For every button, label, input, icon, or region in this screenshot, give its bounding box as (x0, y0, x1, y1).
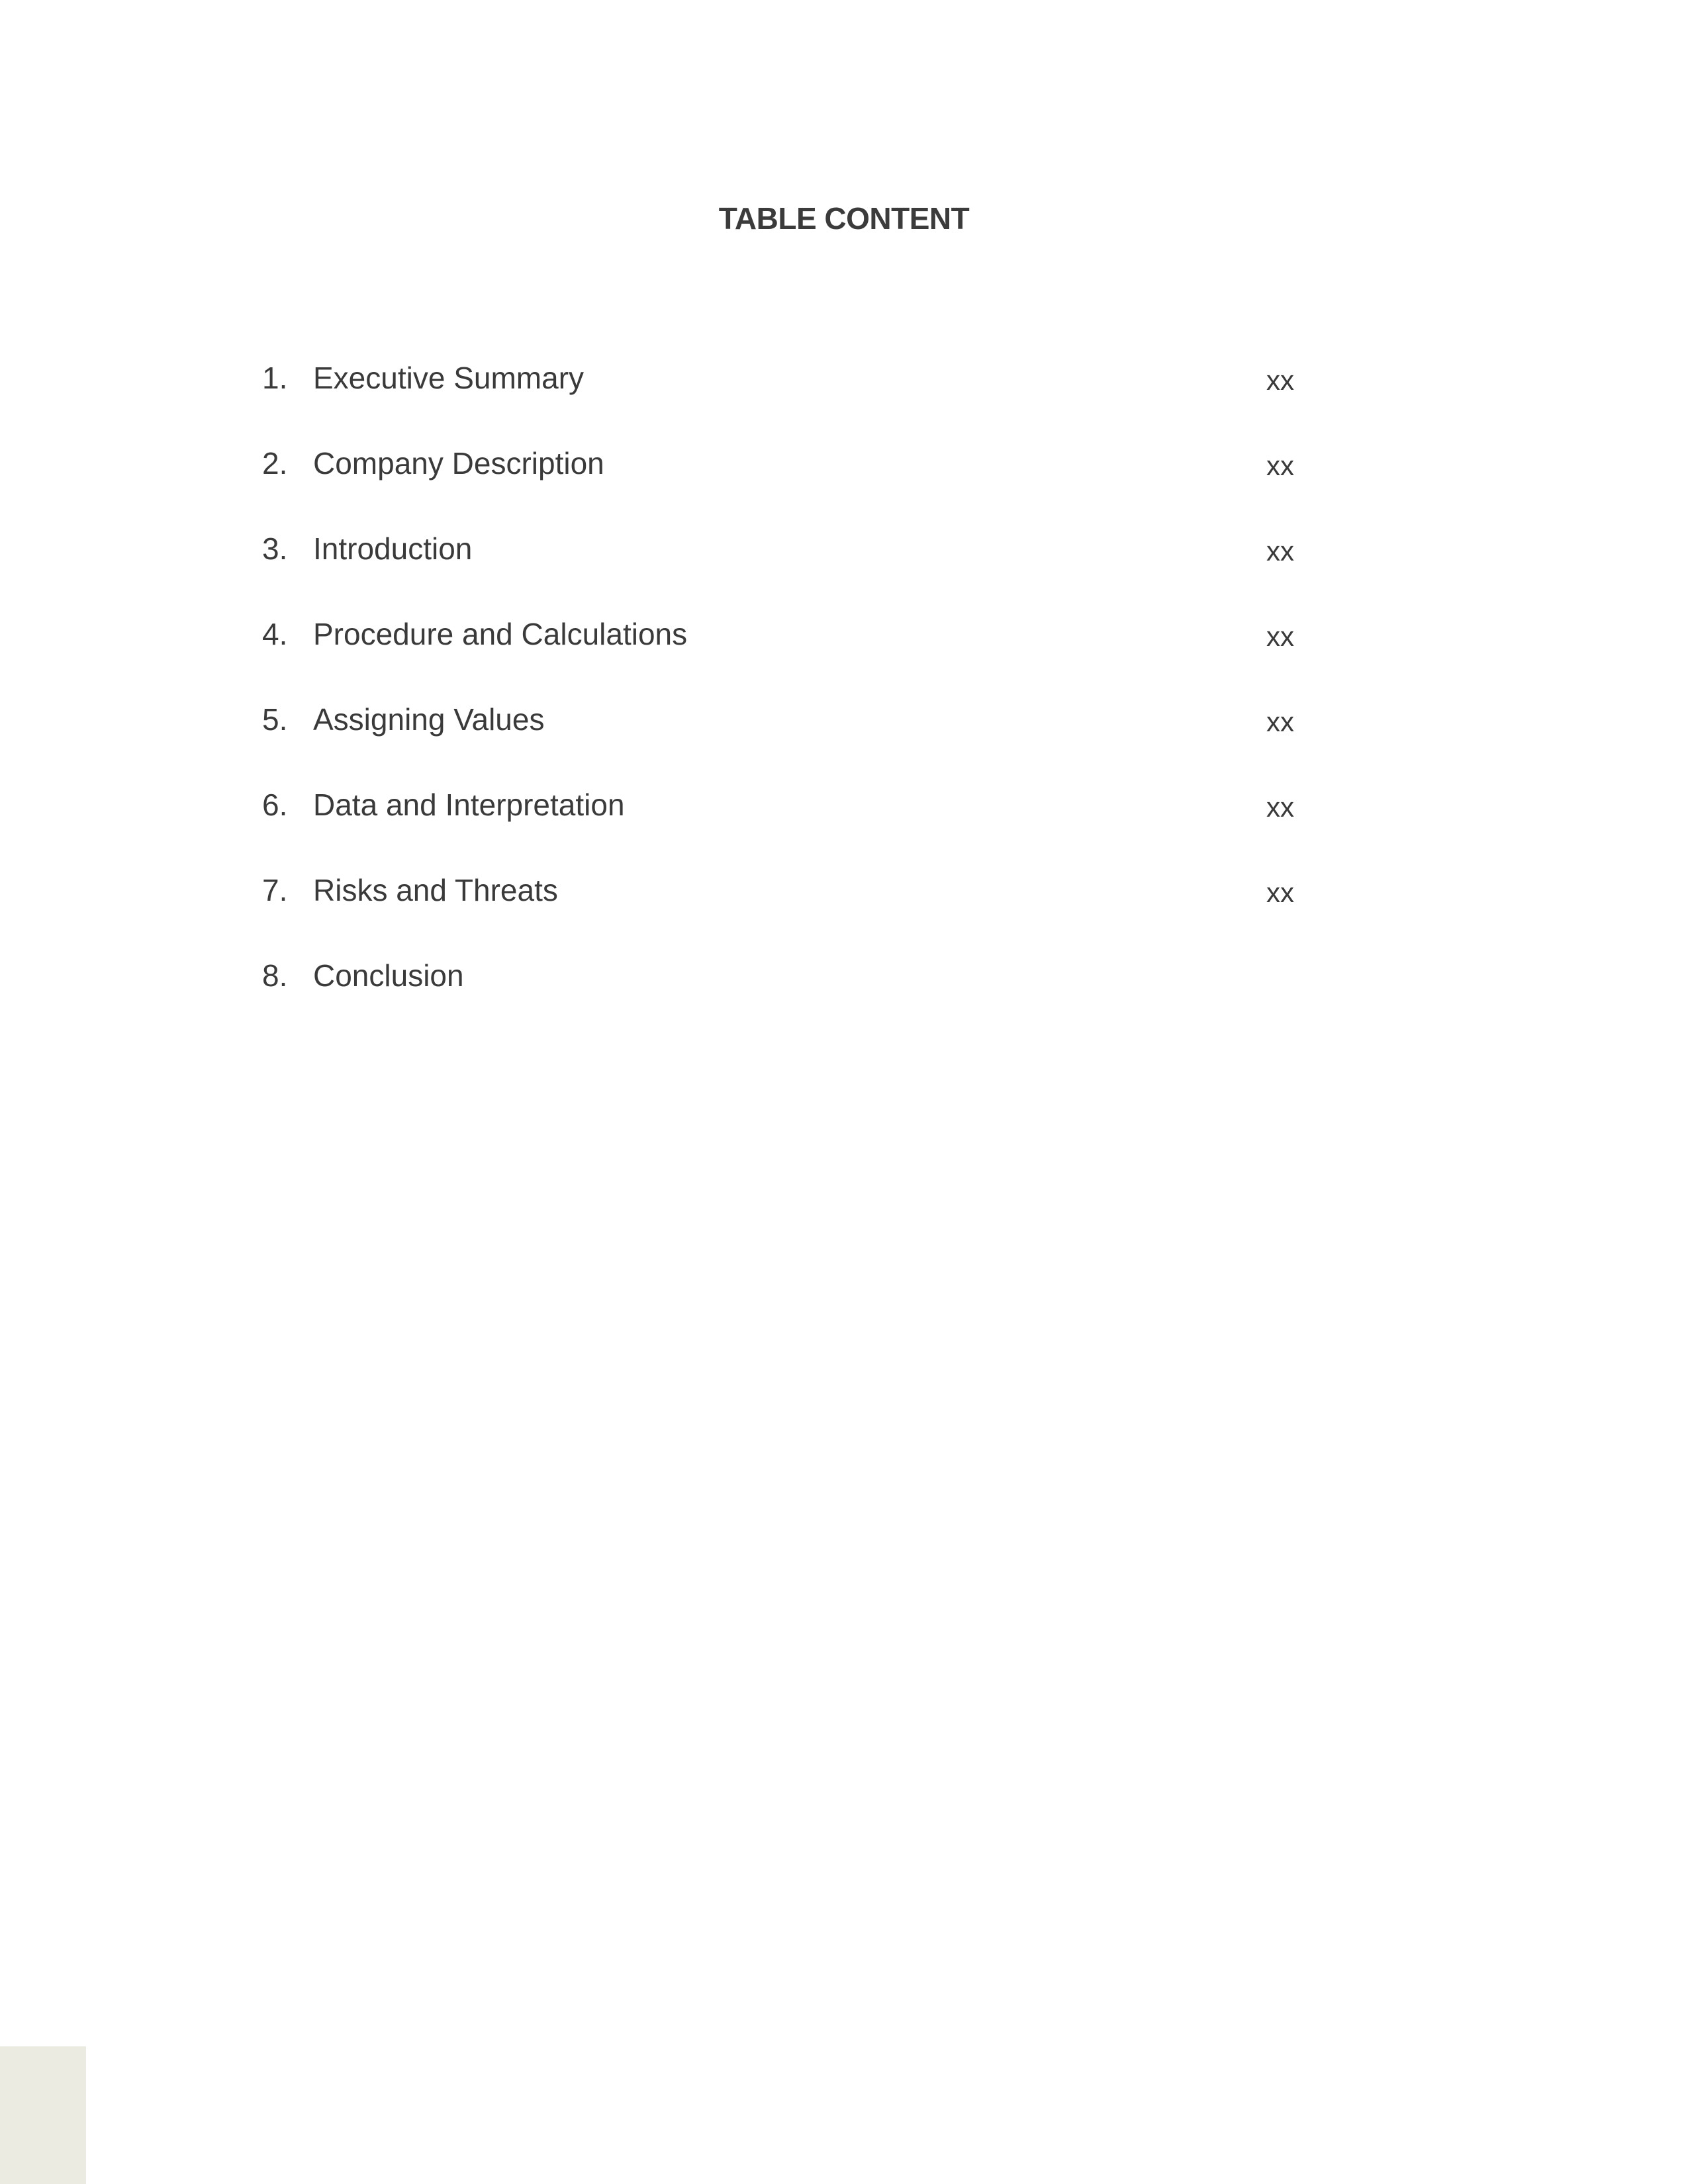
toc-item[interactable] (0, 355, 1688, 440)
toc-item[interactable] (0, 525, 1688, 611)
toc-item[interactable] (0, 782, 1688, 867)
toc-item-number: 5. (262, 702, 288, 737)
toc-item-label: Conclusion (313, 958, 464, 993)
toc-item-number: 8. (262, 958, 288, 993)
toc-item-label: Company Description (313, 446, 604, 480)
toc-item-page: xx (1266, 450, 1294, 481)
toc-item-number: 1. (262, 361, 288, 395)
toc-item-page: xx (1266, 621, 1294, 652)
toc-item-label: Data and Interpretation (313, 788, 625, 822)
toc-item-label: Introduction (313, 531, 473, 566)
toc-item-page: xx (1266, 706, 1294, 737)
toc-item-number: 3. (262, 531, 288, 566)
toc-item[interactable] (0, 696, 1688, 782)
toc-item-label: Assigning Values (313, 702, 545, 737)
toc-item-label: Executive Summary (313, 361, 585, 395)
table-of-contents (0, 355, 1688, 1038)
toc-item-number: 4. (262, 617, 288, 651)
toc-item[interactable] (0, 440, 1688, 525)
toc-item-number: 2. (262, 446, 288, 480)
toc-item[interactable] (0, 867, 1688, 952)
toc-item-page: xx (1266, 877, 1294, 908)
toc-item-page: xx (1266, 365, 1294, 396)
toc-item-number: 7. (262, 873, 288, 907)
toc-item-label: Procedure and Calculations (313, 617, 688, 651)
toc-item-label: Risks and Threats (313, 873, 558, 907)
toc-item-number: 6. (262, 788, 288, 822)
toc-item[interactable] (0, 611, 1688, 696)
toc-item-page: xx (1266, 535, 1294, 567)
corner-decoration-block (0, 2046, 86, 2184)
toc-item[interactable] (0, 952, 1688, 1038)
page-title: TABLE CONTENT (718, 201, 970, 236)
toc-item-page: xx (1266, 792, 1294, 823)
